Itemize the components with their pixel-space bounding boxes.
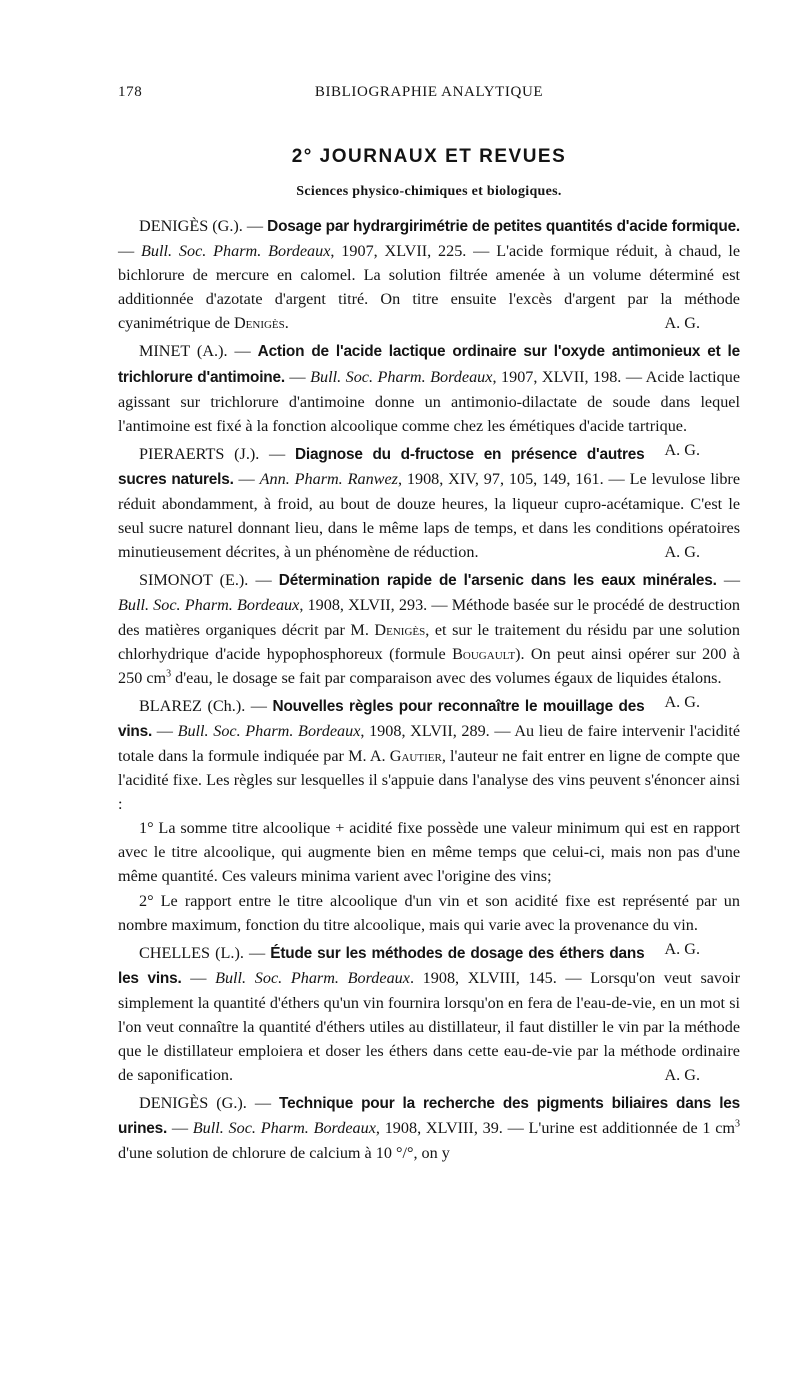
entry-title: Technique pour la recherche des pigments biliaires dans les urines. [118,1095,740,1138]
entry-body: Au lieu de faire intervenir l'acidité totale dans la formule indiquée par M. A. [118,721,741,765]
entry-body: Méthode basée sur le procédé de destruction des matières organiques décrit par M. [118,596,741,639]
entry-body: ). On peut ainsi opérer sur 200 à 250 cm [118,644,740,687]
entry-body-name: Denigès [233,314,285,333]
page-number: 178 [118,84,143,100]
bibliography-entries [118,214,740,1166]
entry-signature: A. G. [664,692,700,711]
entry-body-superscript: 3 [735,1118,741,1130]
entry-author: MINET (A.). — [139,342,258,361]
entry-citation: , 1908, XIV, 97, 105, 149, 161. — [397,469,630,488]
entry-body-name: Denigès [374,620,426,639]
entry-separator: — [181,968,216,987]
entry-journal: Bull. Soc. Pharm. Bordeaux [141,242,331,261]
entry-body: Le levulose libre réduit abondamment, à froid, au bout de douze heures, la liqueur cupro-acétamique. C'est le seul sucre naturel donnant lieu, dans le même laps de temps, et dans les conditions opératoires minutieusement décrites, à un phénomène de réduction. [118,469,741,562]
entry-separator: — [167,1119,193,1138]
entry-title: Détermination rapide de l'arsenic dans les eaux minérales. [278,572,717,590]
document-page [118,84,740,1170]
entry-citation: . 1908, XLVIII, 145. — [409,968,591,987]
entry-signature: A. G. [664,1066,700,1085]
entry-body-superscript: 3 [166,668,172,680]
entry-signature: A. G. [664,440,700,459]
entry-body: L'urine est additionnée de 1 cm [528,1119,736,1138]
entry-body-name: Gautier [389,746,442,765]
entry-title: Action de l'acide lactique ordinaire sur l'oxyde antimonieux et le trichlorure d'antimoine. [118,343,740,386]
entry-citation: , 1907, XLVII, 198. — [492,367,646,386]
section-title: 2° JOURNAUX ET REVUES [291,146,567,167]
entry-journal: Bull. Soc. Pharm. Bordeaux [192,1119,376,1138]
entry-body-name: Bougault [452,644,516,663]
entry-separator: — [284,367,311,386]
entry-separator: — [152,721,178,740]
entry-body: , et sur le traitement du résidu par une solution chlorhydrique d'acide hypophosphoreux (formule [118,620,740,663]
entry-signature: A. G. [664,939,700,958]
entry-citation: , 1908, XLVII, 293. — [299,596,452,615]
entry-body: d'eau, le dosage se fait par comparaison avec des volumes égaux de liquides étalons. [171,668,722,687]
entry-author: DENIGÈS (G.). — [139,1094,280,1113]
entry-body: Lorsqu'on veut savoir simplement la quantité d'éthers qu'un vin fournira lorsqu'on en fera de l'eau-de-vie, en un mot si l'on veut connaître la quantité d'éthers utiles au distillateur, il faut distiller le vin par la méthode que le distillateur emploiera et doser les éthers dans cette eau-de-vie par la méthode ordinaire de saponification. [118,968,741,1085]
entry-title: Diagnose du d-fructose en présence d'autres sucres naturels. [118,445,645,488]
bibliography-entry [118,941,740,1088]
entry-journal: Bull. Soc. Pharm. Bordeaux [118,596,300,615]
entry-separator: — [716,571,741,590]
entry-title: Nouvelles règles pour reconnaître le mouillage des vins. [118,697,645,740]
entry-title: Étude sur les méthodes de dosage des éthers dans les vins. [118,944,645,987]
entry-author: BLAREZ (Ch.). — [139,696,273,715]
bibliography-entry [118,442,740,564]
entry-body: L'acide formique réduit, à chaud, le bichlorure de mercure en calomel. La solution filtrée amenée à un volume déterminé est additionnée d'azotate d'argent titré. On titre ensuite l'excès d'argent par la méthode cyanimétrique de [118,242,741,333]
entry-journal: Ann. Pharm. Ranwez [259,469,398,488]
entry-journal: Bull. Soc. Pharm. Bordeaux [310,367,493,386]
entry-signature: A. G. [664,314,700,333]
entry-citation: , 1908, XLVII, 289. — [360,721,515,740]
entry-author: SIMONOT (E.). — [139,571,279,590]
entry-separator: — [233,469,260,488]
section-subtitle: Sciences physico-chimiques et biologiques. [296,184,562,199]
entry-author: DENIGÈS (G.). — [139,217,268,235]
entry-body: d'une solution de chlorure de calcium à 10 °/°, on y [118,1144,450,1163]
entry-body: Acide lactique agissant sur trichlorure d'antimoine donne un antimonio-dilactate de soude dans lequel l'antimoine est fixé à la fonction alcoolique comme chez les émétiques d'acide tartrique. [118,367,741,435]
running-title: BIBLIOGRAPHIE ANALYTIQUE [314,84,544,100]
entry-journal: Bull. Soc. Pharm. Bordeaux [215,968,410,987]
entry-journal: Bull. Soc. Pharm. Bordeaux [177,721,361,740]
entry-body: . [284,314,289,333]
running-head [118,84,740,112]
entry-body: , l'auteur ne fait entrer en ligne de compte que l'acidité fixe. Les règles sur lesquelles il s'appuie dans l'analyse des vins peuvent s'énoncer ainsi : [118,746,740,814]
bibliography-entry [118,1091,740,1165]
entry-citation: , 1907, XLVII, 225. — [330,242,497,261]
entry-author: PIERAERTS (J.). — [139,444,296,463]
entry-paragraph-text: 2° Le rapport entre le titre alcoolique d'un vin et son acidité fixe est représenté par un nombre maximum, fonction du titre alcoolique, mais qui varie avec la provenance du vin. [118,891,740,934]
entry-title: Dosage par hydrargirimétrie de petites quantités d'acide formique. [267,218,741,235]
bibliography-entry [118,214,740,335]
entry-signature: A. G. [664,543,700,562]
entry-author: CHELLES (L.). — [139,943,271,962]
entry-paragraph: 1° La somme titre alcoolique + acidité fixe possède une valeur minimum qui est en rapport avec le titre alcoolique, qui augmente bien en même temps que celui-ci, mais non pas d'une même quantité. Ces valeurs minima varient avec l'origine des vins; [118,819,740,886]
entry-separator: — [118,242,142,261]
entry-citation: , 1908, XLVIII, 39. — [375,1119,529,1138]
